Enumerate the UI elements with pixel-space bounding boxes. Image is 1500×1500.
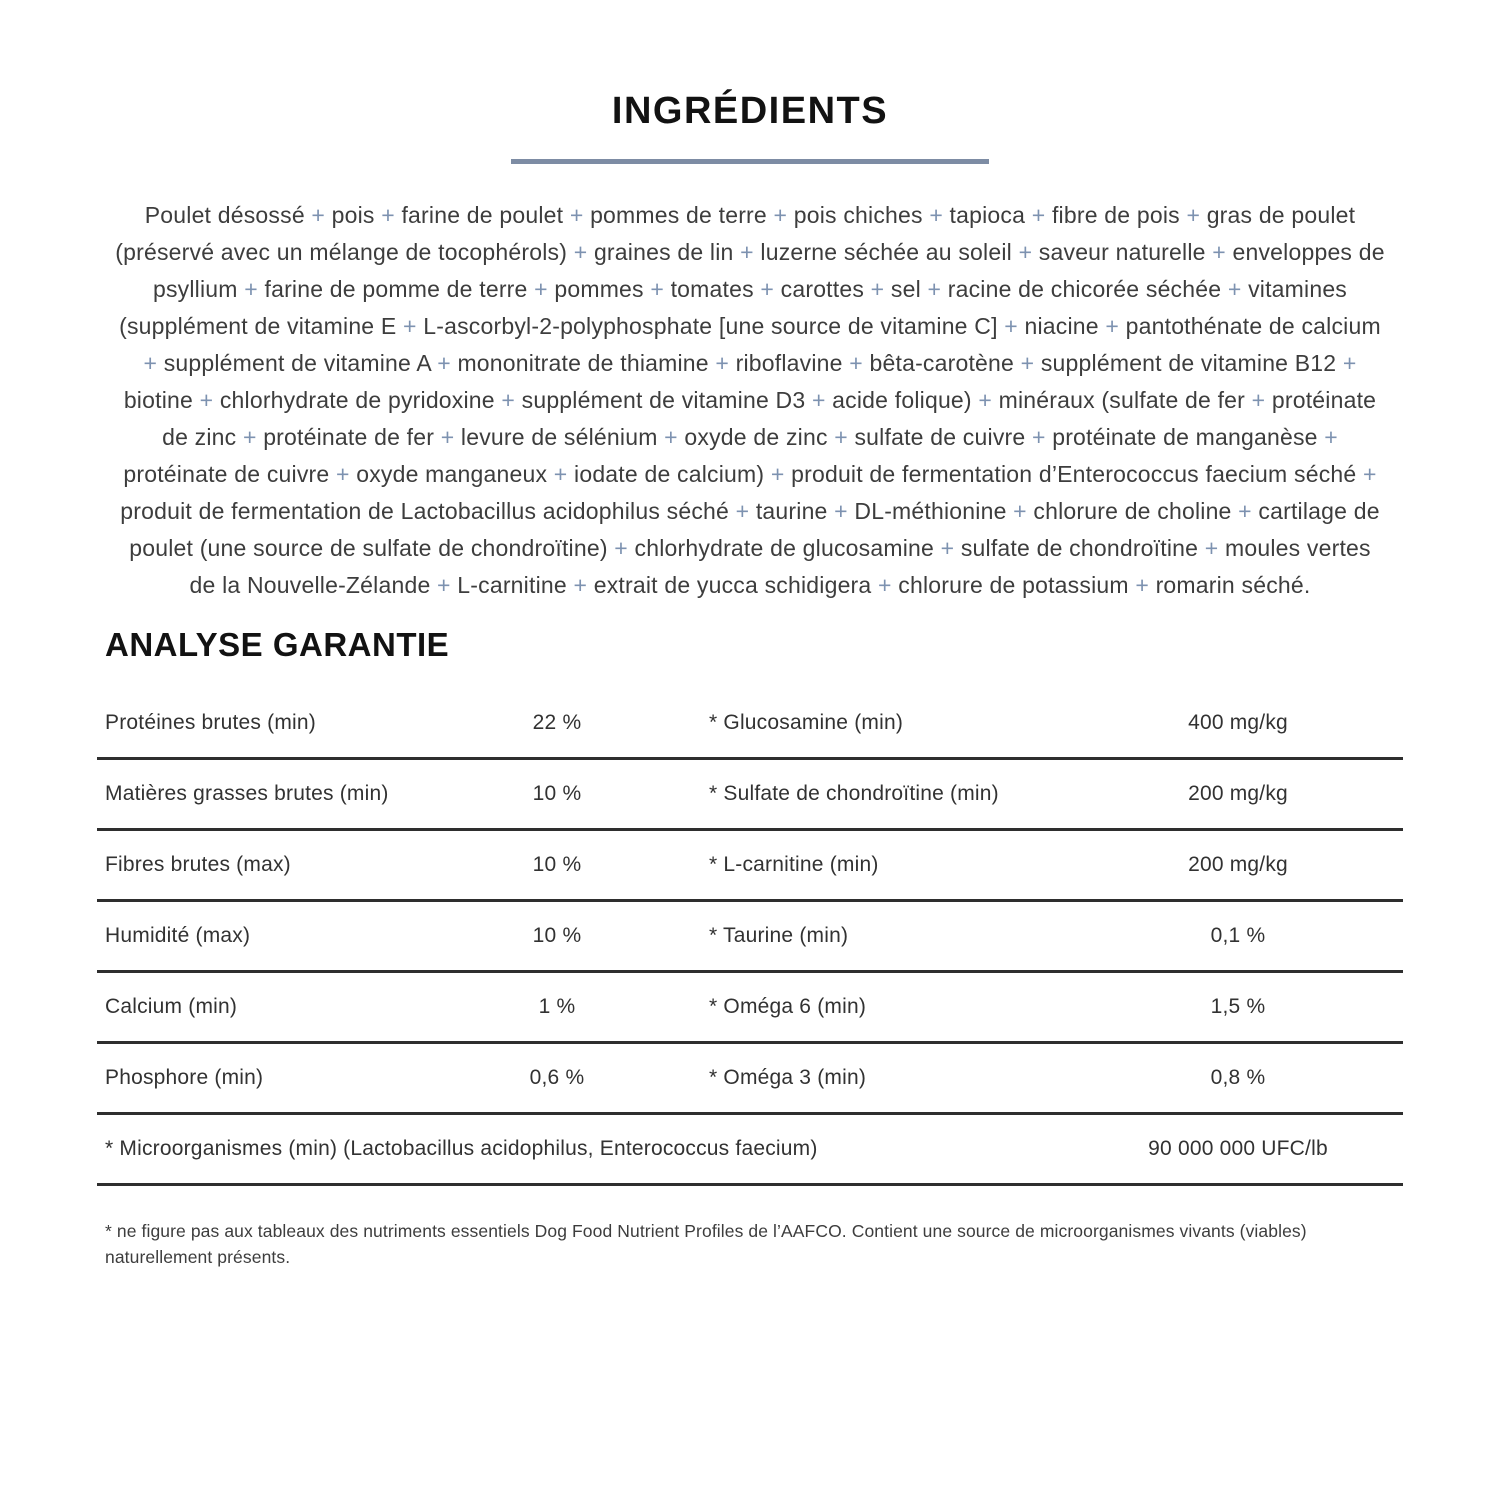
plus-separator: + (553, 461, 568, 487)
title-divider (511, 159, 989, 164)
nutrient-label: * Sulfate de chondroïtine (min) (709, 782, 999, 805)
plus-separator: + (811, 387, 826, 413)
plus-separator: + (1031, 424, 1046, 450)
plus-separator: + (437, 572, 451, 598)
plus-separator: + (1227, 276, 1242, 302)
nutrient-value: 400 mg/kg (1188, 711, 1288, 734)
nutrient-label: Fibres brutes (max) (105, 853, 291, 876)
nutrient-value: 10 % (532, 782, 582, 805)
analysis-row (97, 902, 1403, 973)
plus-separator: + (1186, 202, 1201, 228)
plus-separator: + (1135, 572, 1149, 598)
plus-separator: + (614, 535, 628, 561)
plus-separator: + (715, 350, 730, 376)
nutrient-label: Humidité (max) (105, 924, 251, 947)
plus-separator: + (335, 461, 350, 487)
plus-separator: + (878, 572, 892, 598)
plus-separator: + (849, 350, 863, 376)
plus-separator: + (927, 276, 942, 302)
plus-separator: + (770, 461, 785, 487)
plus-separator: + (870, 276, 885, 302)
analysis-row (97, 973, 1403, 1044)
plus-separator: + (242, 424, 257, 450)
nutrient-value: 1,5 % (1210, 995, 1266, 1018)
nutrient-value: 200 mg/kg (1188, 782, 1288, 805)
nutrient-label: * L-carnitine (min) (709, 853, 879, 876)
plus-separator: + (573, 239, 588, 265)
plus-separator: + (1031, 202, 1046, 228)
plus-separator: + (650, 276, 664, 302)
plus-separator: + (1238, 498, 1252, 524)
nutrient-label: * Microorganismes (min) (Lactobacillus acidophilus, Enterococcus faecium) (105, 1137, 818, 1160)
plus-separator: + (1004, 313, 1018, 339)
plus-separator: + (1212, 239, 1226, 265)
ingredients-paragraph: Poulet désossé + pois + farine de poulet + pommes de terre + pois chiches + tapioca + fibre de pois + gras de poulet (préservé avec un mélange de tocophérols) + graines de lin + luzerne séchée au soleil + saveur naturelle + enveloppes de psyllium + farine de pomme de terre + pommes + tomates + carottes + sel + racine de chicorée séchée + vitamines (supplément de vitamine E + L-ascorbyl-2-polyphosphate [une source de vitamine C] + niacine + pantothénate de calcium + supplément de vitamine A + mononitrate de thiamine + riboflavine + bêta-carotène + supplément de vitamine B12 + biotine + chlorhydrate de pyridoxine + supplément de vitamine D3 + acide folique) + minéraux (sulfate de fer + protéinate de zinc + protéinate de fer + levure de sélénium + oxyde de zinc + sulfate de cuivre + protéinate de manganèse + protéinate de cuivre + oxyde manganeux + iodate de calcium) + produit de fermentation d’Enterococcus faecium séché + produit de fermentation de Lactobacillus acidophilus séché + taurine + DL-méthionine + chlorure de choline + cartilage de poulet (une source de sulfate de chondroïtine) + chlorhydrate de glucosamine + sulfate de chondroïtine + moules vertes de la Nouvelle-Zélande + L-carnitine + extrait de yucca schidigera + chlorure de potassium + romarin séché. (115, 202, 1385, 598)
nutrient-value: 0,8 % (1210, 1066, 1266, 1089)
plus-separator: + (1324, 424, 1338, 450)
plus-separator: + (735, 498, 750, 524)
nutrient-value: 90 000 000 UFC/lb (1148, 1137, 1328, 1160)
plus-separator: + (501, 387, 516, 413)
plus-separator: + (929, 202, 943, 228)
plus-separator: + (834, 424, 848, 450)
nutrient-value: 1 % (538, 995, 576, 1018)
plus-separator: + (534, 276, 548, 302)
nutrient-label: Phosphore (min) (105, 1066, 264, 1089)
plus-separator: + (437, 350, 451, 376)
analysis-row (97, 831, 1403, 902)
nutrient-value: 10 % (532, 853, 582, 876)
plus-separator: + (1251, 387, 1266, 413)
page-title: INGRÉDIENTS (611, 90, 889, 132)
plus-separator: + (1342, 350, 1357, 376)
plus-separator: + (403, 313, 417, 339)
plus-separator: + (381, 202, 395, 228)
plus-separator: + (773, 202, 788, 228)
nutrient-value: 0,1 % (1210, 924, 1266, 947)
nutrient-label: * Glucosamine (min) (709, 711, 904, 734)
plus-separator: + (940, 535, 955, 561)
nutrient-value: 200 mg/kg (1188, 853, 1288, 876)
plus-separator: + (1204, 535, 1219, 561)
plus-separator: + (1020, 350, 1035, 376)
nutrient-value: 22 % (532, 711, 582, 734)
plus-separator: + (1105, 313, 1120, 339)
plus-separator: + (244, 276, 258, 302)
plus-separator: + (1362, 461, 1377, 487)
plus-separator: + (834, 498, 848, 524)
analysis-row-microorganisms (97, 1115, 1403, 1186)
plus-separator: + (143, 350, 158, 376)
footnote: * ne figure pas aux tableaux des nutriments essentiels Dog Food Nutrient Profiles de l’AAFCO. Contient une source de microorganismes vivants (viables) naturellement présents. (105, 1221, 1307, 1267)
nutrient-label: * Oméga 6 (min) (709, 995, 867, 1018)
plus-separator: + (569, 202, 584, 228)
nutrient-value: 10 % (532, 924, 582, 947)
plus-separator: + (740, 239, 754, 265)
nutrient-value: 0,6 % (529, 1066, 585, 1089)
nutrient-label: * Oméga 3 (min) (709, 1066, 867, 1089)
plus-separator: + (573, 572, 588, 598)
plus-separator: + (440, 424, 455, 450)
plus-separator: + (199, 387, 214, 413)
nutrient-label: Protéines brutes (min) (105, 711, 316, 734)
analysis-row (97, 760, 1403, 831)
plus-separator: + (1018, 239, 1033, 265)
analysis-table (97, 689, 1403, 1186)
plus-separator: + (760, 276, 775, 302)
plus-separator: + (978, 387, 993, 413)
plus-separator: + (311, 202, 326, 228)
nutrient-label: Matières grasses brutes (min) (105, 782, 389, 805)
analysis-row (97, 1044, 1403, 1115)
plus-separator: + (1013, 498, 1027, 524)
nutrient-label: * Taurine (min) (709, 924, 849, 947)
analysis-heading: ANALYSE GARANTIE (105, 626, 450, 663)
nutrient-label: Calcium (min) (105, 995, 238, 1018)
plus-separator: + (664, 424, 678, 450)
analysis-row (97, 689, 1403, 760)
